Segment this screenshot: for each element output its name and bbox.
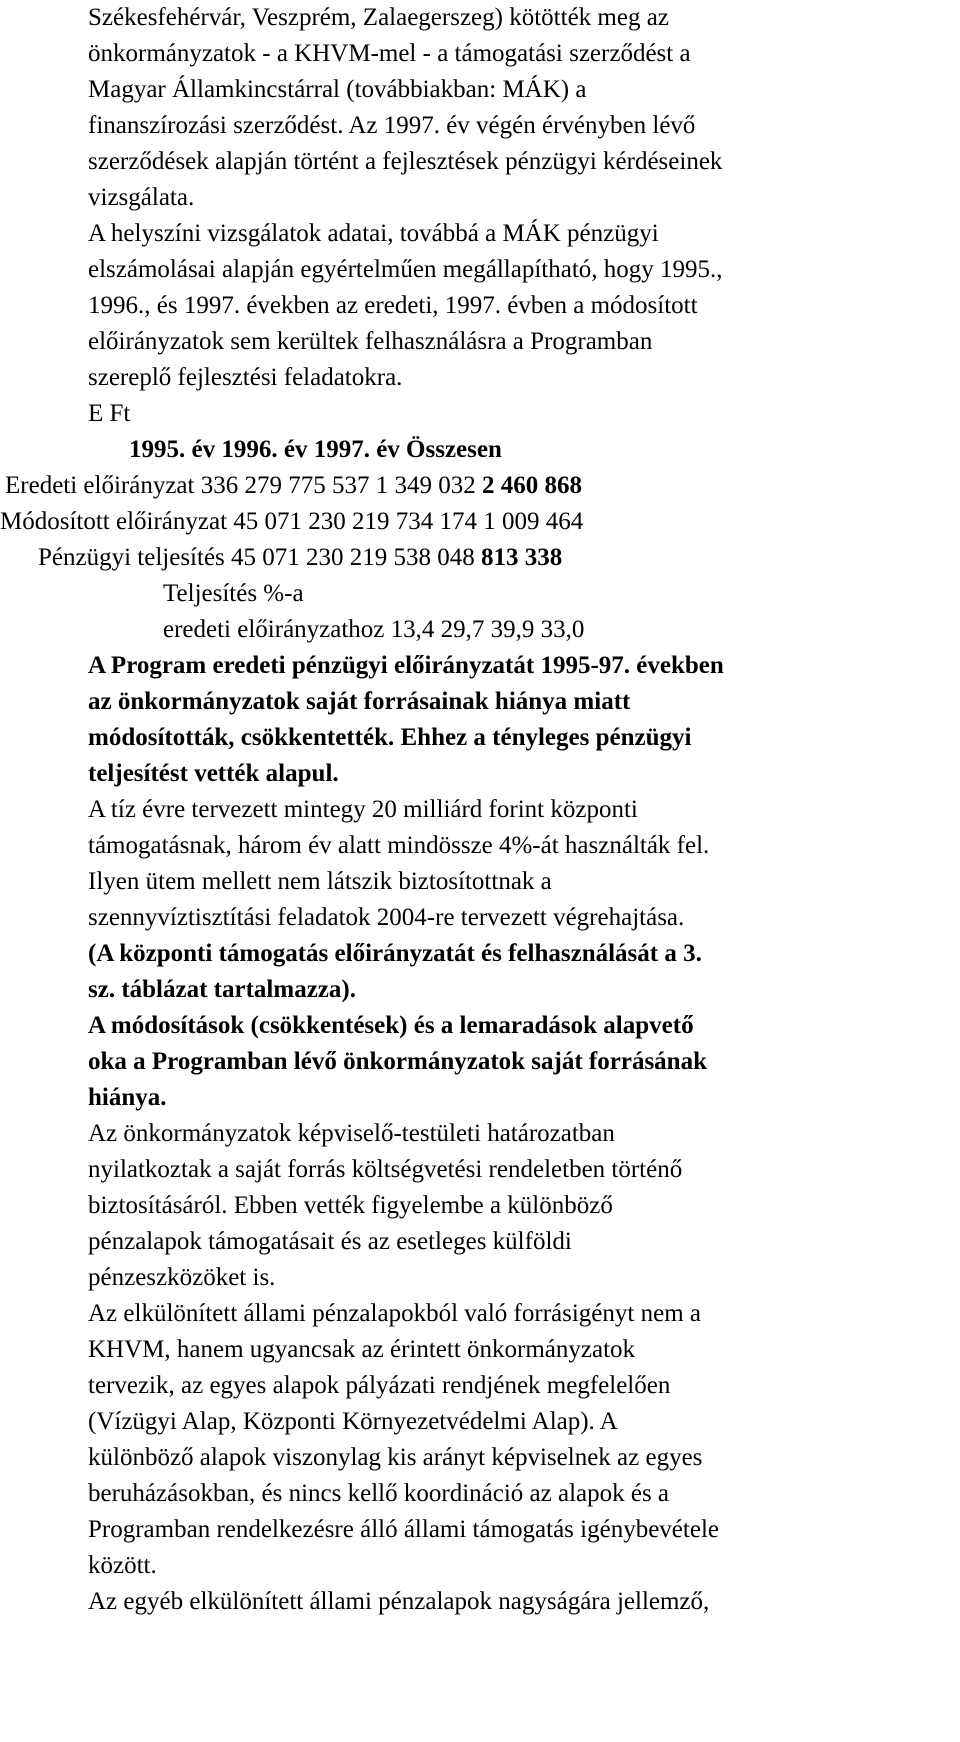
text-line-content: Az elkülönített állami pénzalapokból való forrásigényt nem a bbox=[88, 1300, 701, 1327]
text-line-content: különböző alapok viszonylag kis arányt képviselnek az egyes bbox=[88, 1444, 703, 1471]
text-line-content: Magyar Államkincstárral (továbbiakban: MÁK) a bbox=[88, 76, 587, 103]
text-line bbox=[88, 144, 722, 180]
text-line-content: Az önkormányzatok képviselő-testületi határozatban bbox=[88, 1120, 615, 1147]
text-line-content: nyilatkoztak a saját forrás költségvetési rendeletben történő bbox=[88, 1156, 683, 1183]
text-line bbox=[88, 1152, 682, 1188]
text-line bbox=[88, 1332, 635, 1368]
text-line-content: oka a Programban lévő önkormányzatok saját forrásának bbox=[88, 1048, 707, 1075]
text-line bbox=[88, 1476, 669, 1512]
text-line-content: Teljesítés %-a bbox=[163, 580, 304, 607]
text-line bbox=[129, 432, 502, 468]
text-line bbox=[88, 828, 709, 864]
text-line bbox=[88, 180, 194, 216]
text-line-content: finanszírozási szerződést. Az 1997. év végén érvényben lévő bbox=[88, 112, 696, 139]
text-line bbox=[88, 1044, 707, 1080]
text-line bbox=[88, 1296, 701, 1332]
text-line-content: A helyszíni vizsgálatok adatai, továbbá a MÁK pénzügyi bbox=[88, 220, 659, 247]
text-line bbox=[88, 1080, 167, 1116]
text-line-content: A tíz évre tervezett mintegy 20 milliárd forint központi bbox=[88, 796, 638, 823]
total-value: 813 338 bbox=[474, 544, 563, 571]
text-line bbox=[88, 756, 339, 792]
text-line bbox=[0, 504, 583, 540]
text-line bbox=[88, 1404, 618, 1440]
text-line-content: előirányzatok sem kerültek felhasználásra a Programban bbox=[88, 328, 653, 355]
text-line bbox=[88, 216, 659, 252]
text-line bbox=[163, 576, 304, 612]
text-line-content: pénzeszközöket is. bbox=[88, 1264, 276, 1291]
text-line-content: Eredeti előirányzat 336 279 775 537 1 349 032 bbox=[5, 472, 476, 499]
text-line bbox=[88, 864, 552, 900]
text-line bbox=[88, 1116, 615, 1152]
text-line bbox=[88, 1224, 572, 1260]
text-line bbox=[88, 1188, 613, 1224]
text-line-content: 1996., és 1997. években az eredeti, 1997. évben a módosított bbox=[88, 292, 698, 319]
text-line-content: Módosított előirányzat 45 071 230 219 734 174 1 009 464 bbox=[0, 508, 584, 535]
text-line bbox=[88, 0, 669, 36]
text-line bbox=[88, 1548, 157, 1584]
text-line-content: tervezik, az egyes alapok pályázati rendjének megfelelően bbox=[88, 1372, 671, 1399]
text-line bbox=[88, 1260, 275, 1296]
text-line bbox=[88, 36, 691, 72]
text-line-content: A módosítások (csökkentések) és a lemaradások alapvető bbox=[88, 1012, 694, 1039]
text-line bbox=[88, 72, 586, 108]
text-line bbox=[88, 792, 638, 828]
text-line-content: (A központi támogatás előirányzatát és felhasználását a 3. bbox=[88, 940, 702, 967]
text-line bbox=[88, 1008, 694, 1044]
text-line bbox=[88, 360, 402, 396]
text-line-content: sz. táblázat tartalmazza). bbox=[88, 976, 356, 1003]
text-line-content: Programban rendelkezésre álló állami támogatás igénybevétele bbox=[88, 1516, 719, 1543]
text-line-content: önkormányzatok - a KHVM-mel - a támogatási szerződést a bbox=[88, 40, 691, 67]
text-line bbox=[88, 1512, 719, 1548]
text-line bbox=[88, 108, 695, 144]
text-line-content: között. bbox=[88, 1552, 157, 1579]
text-line-content: elszámolásai alapján egyértelműen megállapítható, hogy 1995., bbox=[88, 256, 723, 283]
text-line bbox=[88, 1584, 709, 1620]
text-line-content: Székesfehérvár, Veszprém, Zalaegerszeg) kötötték meg az bbox=[88, 4, 669, 31]
text-line-content: az önkormányzatok saját forrásainak hiánya miatt bbox=[88, 688, 631, 715]
text-line-content: vizsgálata. bbox=[88, 184, 195, 211]
text-line bbox=[88, 324, 652, 360]
text-line-content: (Vízügyi Alap, Központi Környezetvédelmi Alap). A bbox=[88, 1408, 618, 1435]
text-line-content: módosították, csökkentették. Ehhez a tényleges pénzügyi bbox=[88, 724, 692, 751]
text-line bbox=[88, 684, 630, 720]
text-line-content: teljesítést vették alapul. bbox=[88, 760, 339, 787]
text-line-content: Az egyéb elkülönített állami pénzalapok nagyságára jellemző, bbox=[88, 1588, 710, 1615]
text-line bbox=[88, 900, 684, 936]
text-line bbox=[88, 288, 698, 324]
text-line bbox=[88, 396, 130, 432]
text-line-content: A Program eredeti pénzügyi előirányzatát 1995-97. években bbox=[88, 652, 724, 679]
text-line bbox=[88, 720, 691, 756]
text-line-content: szereplő fejlesztési feladatokra. bbox=[88, 364, 403, 391]
text-line-content: 1995. év 1996. év 1997. év Összesen bbox=[129, 436, 502, 463]
text-line bbox=[88, 1368, 670, 1404]
text-line bbox=[88, 648, 724, 684]
text-line bbox=[88, 1440, 702, 1476]
text-line-content: E Ft bbox=[88, 400, 131, 427]
text-line-content: Pénzügyi teljesítés 45 071 230 219 538 048 bbox=[38, 544, 475, 571]
text-line bbox=[38, 540, 562, 576]
total-value: 2 460 868 bbox=[475, 472, 582, 499]
text-line-content: támogatásnak, három év alatt mindössze 4%-át használták fel. bbox=[88, 832, 710, 859]
text-line-content: eredeti előirányzathoz 13,4 29,7 39,9 33,0 bbox=[163, 616, 585, 643]
text-line-content: hiánya. bbox=[88, 1084, 167, 1111]
text-line bbox=[88, 972, 356, 1008]
text-line-content: szennyvíztisztítási feladatok 2004-re tervezett végrehajtása. bbox=[88, 904, 685, 931]
text-line bbox=[88, 252, 723, 288]
text-line-content: Ilyen ütem mellett nem látszik biztosítottnak a bbox=[88, 868, 552, 895]
text-line-content: beruházásokban, és nincs kellő koordináció az alapok és a bbox=[88, 1480, 670, 1507]
text-line-content: biztosításáról. Ebben vették figyelembe a különböző bbox=[88, 1192, 613, 1219]
text-line-content: KHVM, hanem ugyancsak az érintett önkormányzatok bbox=[88, 1336, 636, 1363]
text-line-content: szerződések alapján történt a fejlesztések pénzügyi kérdéseinek bbox=[88, 148, 723, 175]
text-line bbox=[5, 468, 582, 504]
text-line bbox=[163, 612, 584, 648]
text-line-content: pénzalapok támogatásait és az esetleges külföldi bbox=[88, 1228, 572, 1255]
text-line bbox=[88, 936, 702, 972]
